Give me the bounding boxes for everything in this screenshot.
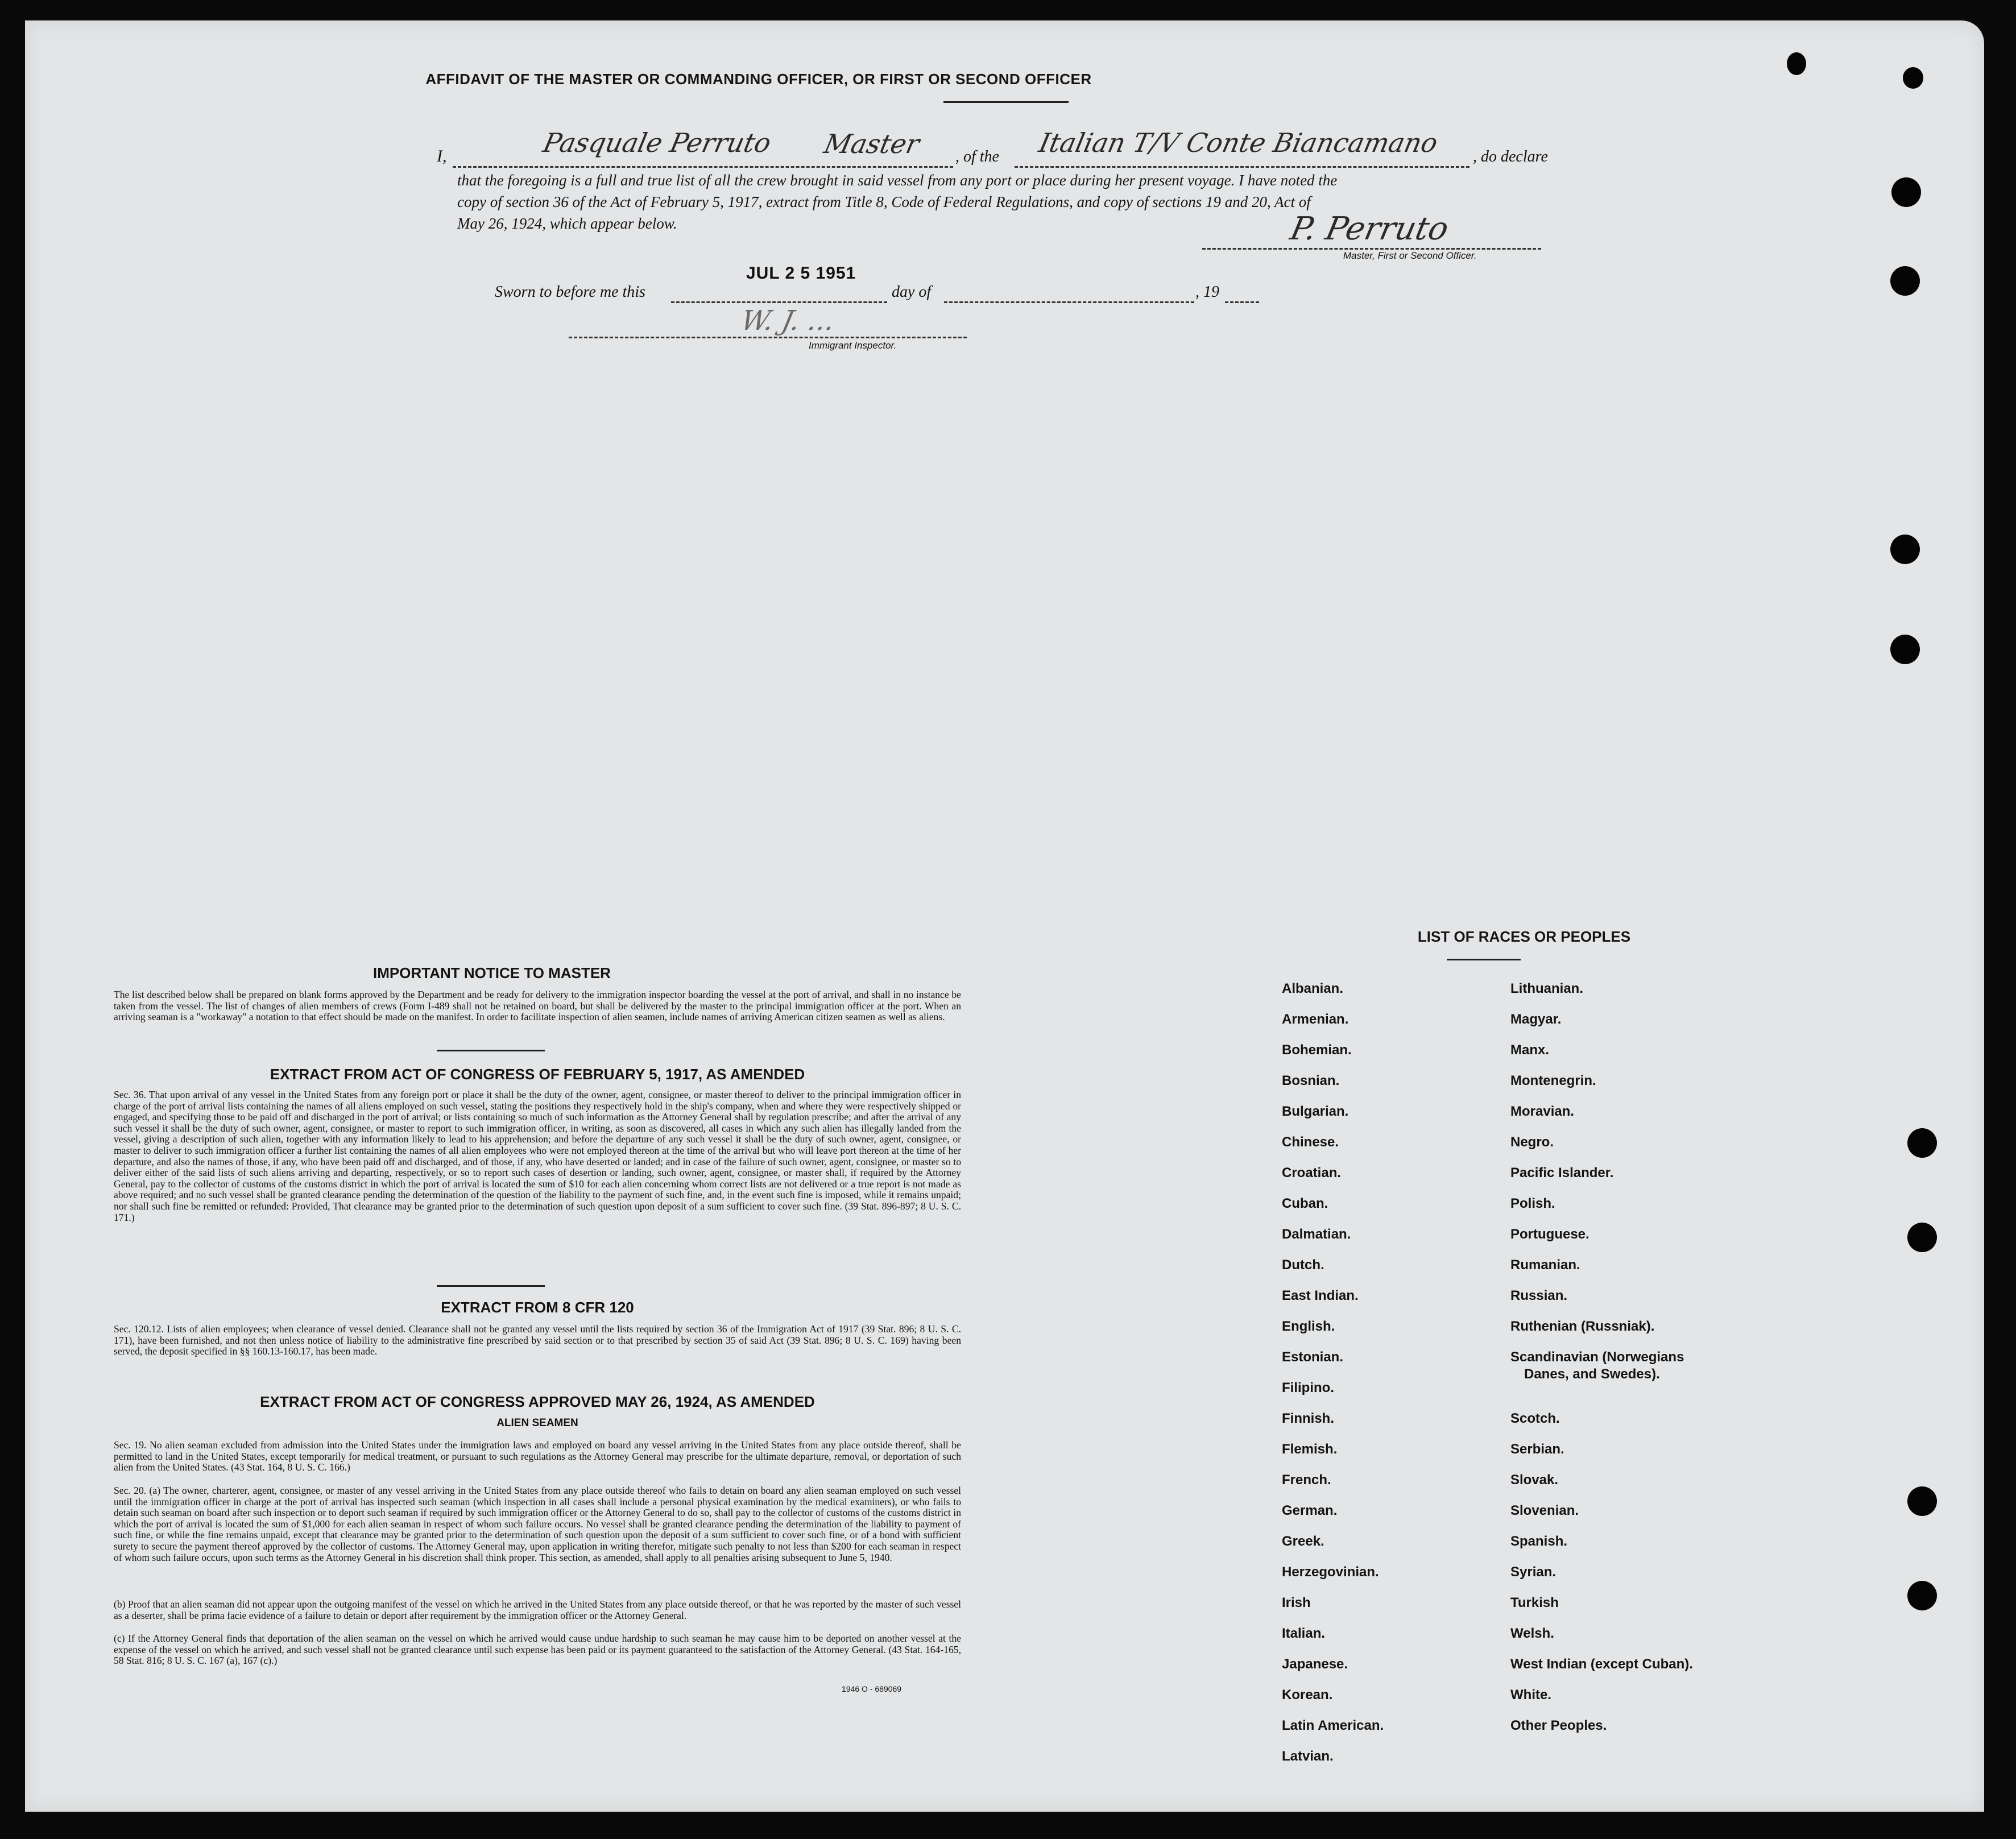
extract1917-title: EXTRACT FROM ACT OF CONGRESS OF FEBRUARY 5, 1917, AS AMENDED (270, 1066, 805, 1083)
race-item: Bohemian. (1282, 1042, 1352, 1058)
punch-hole (1907, 1581, 1937, 1610)
inspector-signature: W. J. ... (738, 305, 838, 337)
notice-rule (437, 1050, 545, 1051)
race-item: Italian. (1282, 1626, 1326, 1641)
affidavit-i-label: I, (437, 147, 447, 165)
race-item: Bosnian. (1282, 1073, 1340, 1088)
title-underline (943, 101, 1069, 103)
races-rule (1447, 959, 1521, 960)
race-item: Dutch. (1282, 1257, 1324, 1273)
punch-hole (1890, 266, 1920, 296)
punch-hole (1903, 67, 1923, 89)
race-item: Herzegovinian. (1282, 1564, 1379, 1580)
extractCFR-title: EXTRACT FROM 8 CFR 120 (441, 1299, 634, 1316)
extract1924-sec20c: (c) If the Attorney General finds that deportation of the alien seaman on the vessel on which he arrived would cause undue hardship to such seaman he may cause him to be deported on another vessel at the expense of the vessel on which he arrived, and such vessel shall not be granted clearance until such expense has been paid or its payment guaranteed to the satisfaction of the Attorney General. (43 Stat. 164-165, 58 Stat. 816; 8 U. S. C. 167 (a), 167 (c).) (114, 1633, 961, 1667)
print-code: 1946 O - 689069 (842, 1684, 902, 1693)
affidavit-body-line3: May 26, 1924, which appear below. (457, 215, 677, 232)
date-stamp: JUL 2 5 1951 (746, 264, 856, 283)
punch-hole (1907, 1128, 1937, 1158)
punch-hole (1890, 635, 1920, 664)
race-item: Serbian. (1510, 1442, 1564, 1457)
extractCFR-text: Sec. 120.12. Lists of alien employees; when clearance of vessel denied. Clearance shall not be granted any vessel until the lists required by section 36 of the Immigration Act of 1917 (39 Stat. 896; 8 U. S. C. 171), have been furnished, and not then unless notice of liability to the administrative fine prescribed by said section or to that prescribed by section 35 of said Act (39 Stat. 896; 8 U. S. C. 169) having been served, the deposit specified in §§ 160.13-160.17, has been made. (114, 1323, 961, 1357)
punch-hole (1907, 1223, 1937, 1252)
extract1924-title: EXTRACT FROM ACT OF CONGRESS APPROVED MAY 26, 1924, AS AMENDED (260, 1393, 815, 1410)
race-item: Cuban. (1282, 1196, 1328, 1211)
extract1924-sec20b: (b) Proof that an alien seaman did not appear upon the outgoing manifest of the vessel on which he arrived in the United States from any place outside thereof, or that he was reported by the master of such vessel as a deserter, shall be prima facie evidence of a failure to detain or deport after requirement by the immigration officer or the Attorney General. (114, 1598, 961, 1621)
race-item: Russian. (1510, 1288, 1568, 1303)
punch-hole (1907, 1486, 1937, 1516)
race-item: Portuguese. (1510, 1227, 1589, 1242)
race-item: Polish. (1510, 1196, 1555, 1211)
race-item: Armenian. (1282, 1012, 1349, 1027)
race-item: Bulgarian. (1282, 1104, 1349, 1119)
race-item: Finnish. (1282, 1411, 1334, 1426)
affidavit-body-line1: that the foregoing is a full and true list of all the crew brought in said vessel from any port or place during her present voyage. I have noted the (457, 172, 1338, 189)
race-item: Ruthenian (Russniak). (1510, 1319, 1655, 1334)
extract1924-sec20a: Sec. 20. (a) The owner, charterer, agent, consignee, or master of any vessel arriving in the United States from any place outside thereof who fails to detain on board any alien seaman employed on such vessel until the immigration officer in charge at the port of arrival has inspected such seaman (which inspection in all cases shall include a personal physical examination by the medical examiners), or who fails to detain such seaman on board after such inspection or to deport such seaman if required by such immigration officer or the Attorney General to do so, shall pay to the collector of customs of the customs district in which the port of arrival is located the sum of $1,000 for each alien seaman in respect of whom such failure occurs. No vessel shall be granted clearance pending the determination of the liability to payment of such fine, or while the fine remains unpaid, except that clearance may be granted prior to the determination of such question upon the deposit of a sum sufficient to cover such fine, or of a bond with sufficient surety to secure the payment thereof approved by the collector of customs. The Attorney General may, upon application in writing therefor, mitigate such penalty to not less than $200 for each seaman in respect of whom such failure occurs, upon such terms as the Attorney General in his discretion shall think proper. This section, as amended, shall apply to all penalties arising subsequent to June 5, 1940. (114, 1485, 961, 1563)
punch-hole (1890, 535, 1920, 564)
race-item: Scotch. (1510, 1411, 1560, 1426)
race-item: Moravian. (1510, 1104, 1575, 1119)
document-page (25, 20, 1984, 1812)
race-item: Albanian. (1282, 981, 1344, 996)
of-the-label: , of the (955, 148, 999, 165)
race-item: Chinese. (1282, 1134, 1339, 1150)
race-item: Turkish (1510, 1595, 1559, 1610)
race-item: Manx. (1510, 1042, 1550, 1058)
races-left-column (1282, 980, 1384, 1779)
day-of-label: day of (892, 283, 932, 301)
race-item: Scandinavian (Norwegians (1510, 1349, 1684, 1365)
race-item: Rumanian. (1510, 1257, 1580, 1273)
sworn-date-blank (671, 301, 887, 303)
inspector-caption: Immigrant Inspector. (809, 340, 897, 351)
race-item: French. (1282, 1472, 1331, 1488)
race-item: English. (1282, 1319, 1335, 1334)
race-item: Irish (1282, 1595, 1311, 1610)
race-item: West Indian (except Cuban). (1510, 1656, 1693, 1672)
race-item: East Indian. (1282, 1288, 1359, 1303)
race-item: Slovak. (1510, 1472, 1559, 1488)
extract1924-sec19: Sec. 19. No alien seaman excluded from admission into the United States under the immigration laws and employed on board any vessel arriving in the United States from any place outside thereof, shall be permitted to land in the United States, except temporarily for medical treatment, or pursuant to such regulations as the Attorney General may prescribe for the ultimate departure, removal, or deportation of such alien from the United States. (43 Stat. 164, 8 U. S. C. 166.) (114, 1439, 961, 1473)
races-right-column (1510, 980, 1693, 1748)
race-item: Korean. (1282, 1687, 1333, 1703)
punch-hole (1891, 177, 1921, 207)
sworn-label: Sworn to before me this (495, 283, 645, 301)
name-handwritten: Pasquale Perruto (540, 127, 774, 158)
year-blank (1225, 301, 1259, 303)
vessel-blank (1015, 166, 1469, 168)
race-item: Welsh. (1510, 1626, 1554, 1641)
race-item: Dalmatian. (1282, 1227, 1351, 1242)
race-item: German. (1282, 1503, 1338, 1518)
vessel-handwritten: Italian T/V Conte Biancamano (1036, 127, 1440, 158)
race-item: Magyar. (1510, 1012, 1562, 1027)
race-item: Danes, and Swedes). (1524, 1366, 1660, 1382)
race-item: Flemish. (1282, 1442, 1338, 1457)
race-item: Japanese. (1282, 1656, 1348, 1672)
race-item: Spanish. (1510, 1534, 1568, 1549)
affidavit-title: AFFIDAVIT OF THE MASTER OR COMMANDING OFFICER, OR FIRST OR SECOND OFFICER (425, 71, 1092, 88)
race-item: Negro. (1510, 1134, 1554, 1150)
extract1917-text: Sec. 36. That upon arrival of any vessel in the United States from any foreign port or place it shall be the duty of the owner, agent, consignee, or master thereof to deliver to the principal immigration officer in charge of the port of arrival lists containing the names of all aliens employed on such vessel, stating the positions they respectively hold in the ship's company, when and where they were respectively shipped or engaged, and specifying those to be paid off and discharged in the port of arrival; or lists containing so much of such information as the Attorney General shall by regulation prescribe; and after the arrival of any such vessel it shall be the duty of such owner, agent, consignee, or master to report to such immigration officer, in writing, as soon as discovered, all cases in which any such alien has illegally landed from the vessel, giving a description of such alien, together with any information likely to lead to his apprehension; and before the departure of any such vessel it shall be the duty of such owner, agent, consignee, or master to deliver to such immigration officer a further list containing the names of all alien employees who were not employed thereon at the time of the arrival but who will leave port thereon at the time of her departure, and also the names of those, if any, who have been paid off and discharged, and of those, if any, who have deserted or landed; and in case of the failure of such owner, agent, consignee, or master so to deliver either of the said lists of such aliens arriving and departing, respectively, or so to report such cases of desertion or landing, such owner, agent, consignee, or master shall, if required by the Attorney General, pay to the collector of customs of the customs district in which the port of arrival is located the sum of $10 for each alien concerning whom correct lists are not delivered or a true report is not made as above required; and no such vessel shall be granted clearance pending the determination of the question of the liability to the payment of such fine, and, in the event such fine is imposed, while it remains unpaid; nor shall such fine be remitted or refunded: Provided, That clearance may be granted prior to the determination of such question upon deposit of a sum sufficient to cover such fine. (39 Stat. 896-897; 8 U. S. C. 171.) (114, 1089, 961, 1223)
name-blank (453, 166, 953, 168)
do-declare-label: , do declare (1473, 148, 1548, 165)
signature-caption: Master, First or Second Officer. (1343, 250, 1477, 261)
race-item: Syrian. (1510, 1564, 1556, 1580)
race-item: Slovenian. (1510, 1503, 1579, 1518)
extract1924-subtitle: ALIEN SEAMEN (496, 1417, 578, 1429)
punch-hole (1787, 52, 1806, 75)
notice-text: The list described below shall be prepared on blank forms approved by the Department and be ready for delivery to the immigration inspector boarding the vessel at the port of arrival, and shall in no instance be taken from the vessel. The list of changes of alien members of crews (Form I-489 shall not be retained on board, but shall be delivered by the master to the principal immigration officer at the port. When an arriving seaman is a "workaway" a notation to that effect should be made on the manifest. In order to facilitate inspection of alien seamen, include names of arriving American citizen seamen as well as aliens. (114, 989, 961, 1023)
race-item: Estonian. (1282, 1349, 1344, 1365)
signature-line (1202, 248, 1541, 250)
race-item: Other Peoples. (1510, 1718, 1607, 1733)
race-item: Greek. (1282, 1534, 1324, 1549)
notice-title: IMPORTANT NOTICE TO MASTER (373, 964, 611, 981)
race-item: White. (1510, 1687, 1551, 1703)
affidavit-body-line2: copy of section 36 of the Act of February 5, 1917, extract from Title 8, Code of Federal Regulations, and copy of sections 19 and 20, Act of (457, 193, 1311, 210)
race-item: Pacific Islander. (1510, 1165, 1614, 1181)
rank-handwritten: Master (821, 129, 922, 159)
race-item: Latin American. (1282, 1718, 1384, 1733)
race-item: Croatian. (1282, 1165, 1342, 1181)
month-blank (944, 301, 1194, 303)
races-title: LIST OF RACES OR PEOPLES (1417, 928, 1631, 945)
race-item: Lithuanian. (1510, 981, 1583, 996)
race-item: Filipino. (1282, 1380, 1334, 1395)
race-item: Latvian. (1282, 1749, 1334, 1764)
race-item: Montenegrin. (1510, 1073, 1596, 1088)
extract1917-rule (437, 1285, 545, 1287)
inspector-line (569, 337, 967, 338)
master-signature: P. Perruto (1287, 210, 1452, 247)
year-label: , 19 (1195, 283, 1219, 301)
